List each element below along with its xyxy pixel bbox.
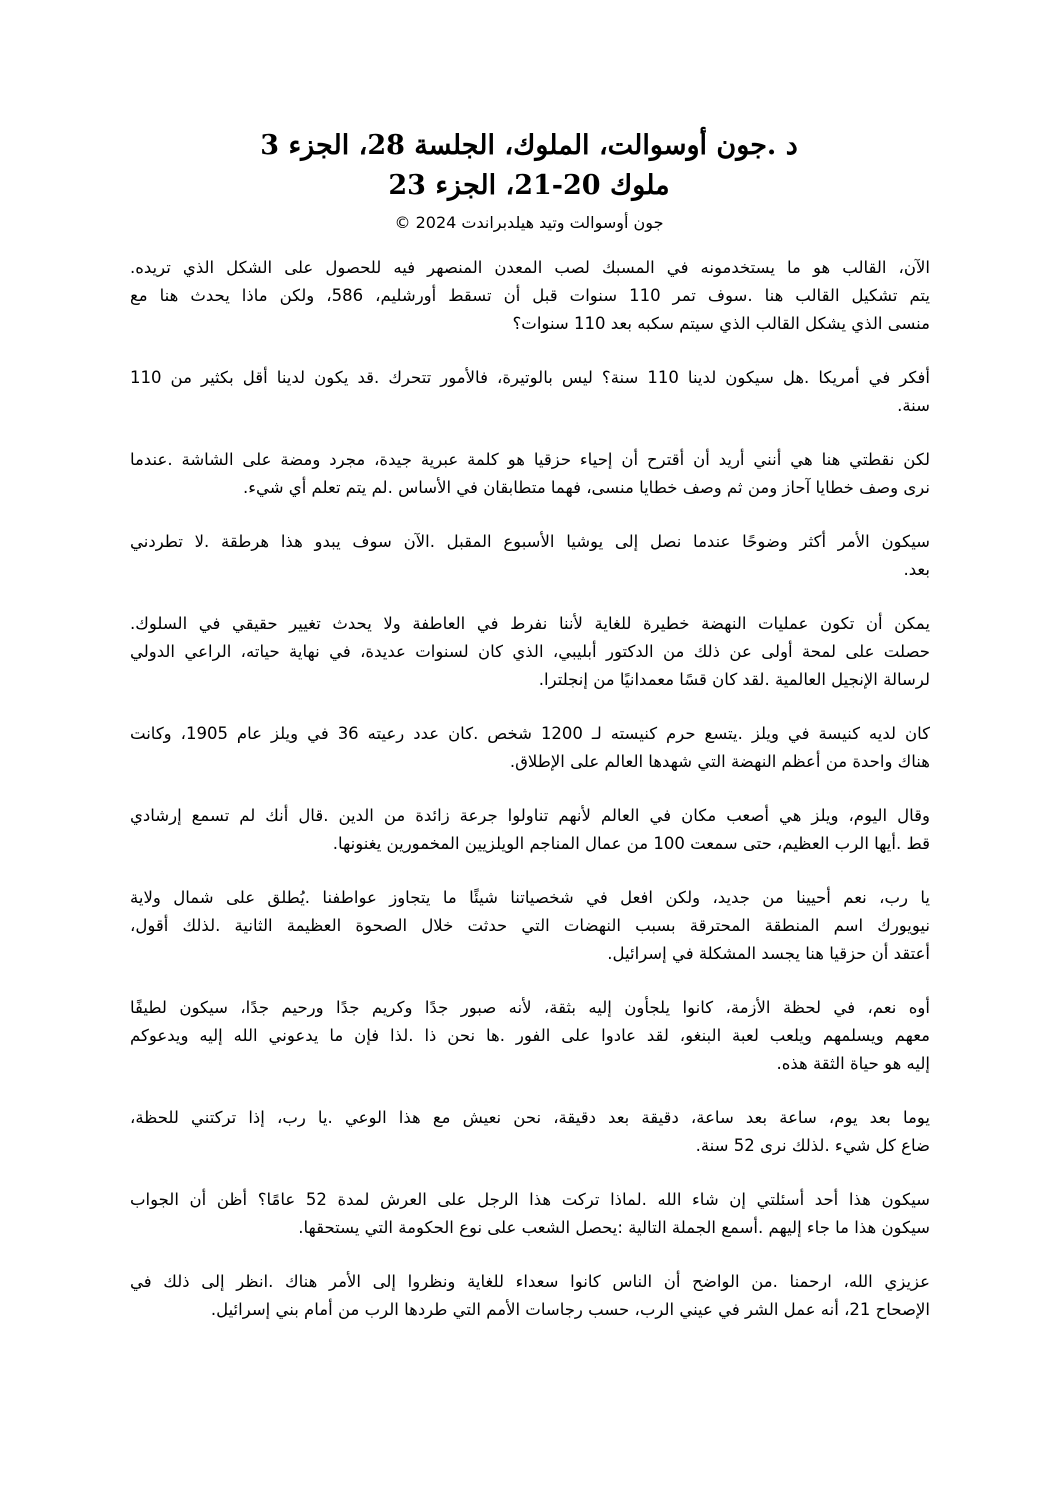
document-body xyxy=(130,254,930,1350)
document-title: د .جون أوسوالت، الملوك، الجلسة 28، الجزء 3 xyxy=(260,130,798,161)
paragraph-line: نيويورك اسم المنطقة المحترقة بسبب النهضات التي حدثت خلال الصحوة العظيمة الثانية .لذلك أقول، xyxy=(130,916,930,935)
document-subtitle: ملوك 20-21، الجزء 23 xyxy=(388,170,670,201)
paragraph xyxy=(130,254,930,338)
paragraph xyxy=(130,446,930,502)
paragraph-line: بعد. xyxy=(903,560,930,579)
paragraph xyxy=(130,610,930,694)
paragraph-line: الآن، القالب هو ما يستخدمونه في المسبك لصب المعدن المنصهر فيه للحصول على الشكل الذي تريده. xyxy=(130,258,930,277)
paragraph-line: هناك واحدة من أعظم النهضة التي شهدها العالم على الإطلاق. xyxy=(509,752,930,771)
paragraph xyxy=(130,364,930,420)
paragraph-line: لكن نقطتي هنا هي أنني أريد أن أقترح أن إحياء حزقيا هو كلمة عبرية جيدة، مجرد ومضة على الشاشة .عندما xyxy=(130,450,930,469)
paragraph xyxy=(130,802,930,858)
paragraph-line: لرسالة الإنجيل العالمية .لقد كان قسًا معمدانيًا من إنجلترا. xyxy=(538,670,930,689)
paragraph-line: أوه نعم، في لحظة الأزمة، كانوا يلجأون إليه بثقة، لأنه صبور جدًا وكريم جدًا ورحيم جدًا، سيكون لطيفًا xyxy=(130,998,930,1017)
paragraph-line: إليه هو حياة الثقة هذه. xyxy=(776,1054,930,1073)
paragraph-line: يمكن أن تكون عمليات النهضة خطيرة للغاية لأننا نفرط في العاطفة ولا يحدث تغيير حقيقي في السلوك. xyxy=(130,614,930,633)
paragraph xyxy=(130,528,930,584)
paragraph xyxy=(130,884,930,968)
paragraph xyxy=(130,720,930,776)
paragraph-line: أفكر في أمريكا .هل سيكون لدينا 110 سنة؟ ليس بالوتيرة، فالأمور تتحرك .قد يكون لدينا أقل بكثير من 110 xyxy=(130,368,931,387)
paragraph-line: سيكون هذا ما جاء إليهم .أسمع الجملة التالية :يحصل الشعب على نوع الحكومة التي يستحقها. xyxy=(298,1218,930,1237)
paragraph-line: منسى الذي يشكل القالب الذي سيتم سكبه بعد 110 سنوات؟ xyxy=(512,314,930,333)
paragraph-line: وقال اليوم، ويلز هي أصعب مكان في العالم لأنهم تناولوا جرعة زائدة من الدين .قال أنك لم تسمع إرشادي xyxy=(130,806,930,825)
paragraph-line: يوما بعد يوم، ساعة بعد ساعة، دقيقة بعد دقيقة، نحن نعيش مع هذا الوعي .يا رب، إذا تركتني للحظة، xyxy=(130,1108,930,1127)
paragraph-line: الإصحاح 21، أنه عمل الشر في عيني الرب، حسب رجاسات الأمم التي طردها الرب من أمام بني إسرائيل. xyxy=(210,1300,930,1319)
paragraph-line: قط .أيها الرب العظيم، حتى سمعت 100 من عمال المناجم الويلزيين المخمورين يغنونها. xyxy=(332,834,930,853)
paragraph-line: عزيزي الله، ارحمنا .من الواضح أن الناس كانوا سعداء للغاية ونظروا إلى الأمر هناك .انظر إلى ذلك في xyxy=(130,1272,930,1291)
paragraph-line: سيكون الأمر أكثر وضوحًا عندما نصل إلى يوشيا الأسبوع المقبل .الآن سوف يبدو هذا هرطقة .لا تطردني xyxy=(130,532,930,551)
paragraph xyxy=(130,1268,930,1324)
copyright-line: جون أوسوالت وتيد هيلدبراندت 2024 © xyxy=(394,213,664,232)
paragraph-line: حصلت على لمحة أولى عن ذلك من الدكتور أبليبي، الذي كان لسنوات عديدة، في نهاية حياته، الراعي الدولي xyxy=(130,642,930,661)
paragraph xyxy=(130,994,930,1078)
paragraph-line: كان لديه كنيسة في ويلز .يتسع حرم كنيسته لـ 1200 شخص .كان عدد رعيته 36 في ويلز عام 1905، وكانت xyxy=(130,724,930,743)
paragraph-line: ضاع كل شيء .لذلك نرى 52 سنة. xyxy=(695,1136,930,1155)
paragraph-line: معهم ويسلمهم ويلعب لعبة البنغو، لقد عادوا على الفور .ها نحن ذا .لذا فإن ما يدعوني الله إليه ويدعوكم xyxy=(130,1026,930,1045)
paragraph-line: أعتقد أن حزقيا هنا يجسد المشكلة في إسرائيل. xyxy=(607,944,930,963)
paragraph-line: يا رب، نعم أحيينا من جديد، ولكن افعل في شخصياتنا شيئًا ما يتجاوز عواطفنا .يُطلق على شمال ولاية xyxy=(130,888,930,907)
paragraph-line: سيكون هذا أحد أسئلتي إن شاء الله .لماذا تركت هذا الرجل على العرش لمدة 52 عامًا؟ أظن أن الجواب xyxy=(130,1190,930,1209)
paragraph-line: نرى وصف خطايا آحاز ومن ثم وصف خطايا منسى، فهما متطابقان في الأساس .لم يتم تعلم أي شيء. xyxy=(242,478,930,497)
paragraph xyxy=(130,1104,930,1160)
paragraph-line: يتم تشكيل القالب هنا .سوف تمر 110 سنوات قبل أن تسقط أورشليم، 586، ولكن ماذا يحدث هنا مع xyxy=(130,286,931,305)
paragraph xyxy=(130,1186,930,1242)
paragraph-line: سنة. xyxy=(897,396,930,415)
